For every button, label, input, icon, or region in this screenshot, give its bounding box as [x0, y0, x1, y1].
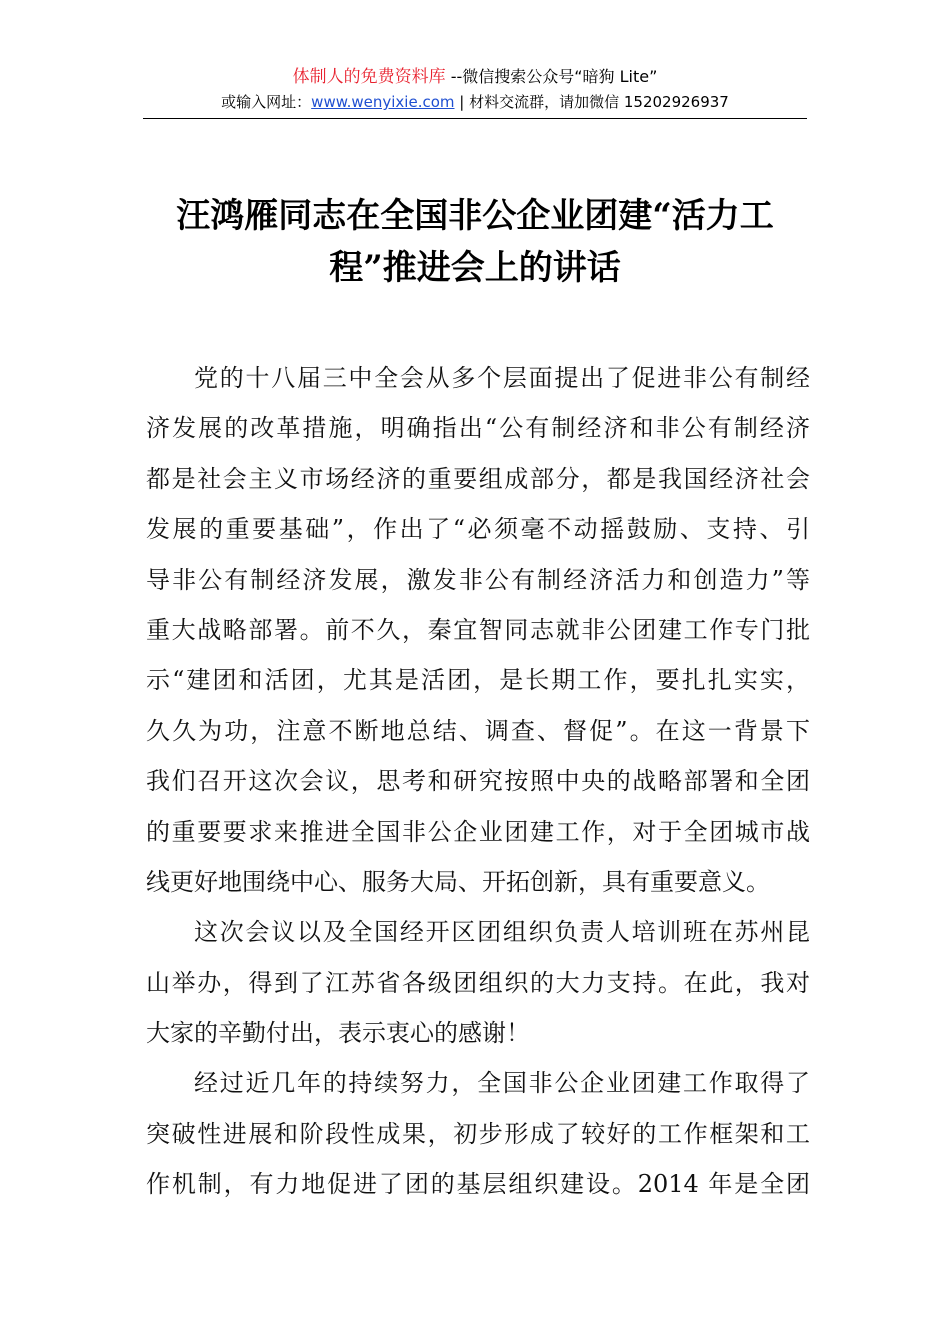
paragraph-line: 突破性进展和阶段性成果，初步形成了较好的工作框架和工 [146, 1119, 810, 1148]
header-url-link[interactable]: www.wenyixie.com [311, 93, 455, 111]
paragraph-line: 这次会议以及全国经开区团组织负责人培训班在苏州昆 [194, 918, 810, 947]
header-brand: 体制人的免费资料库 [292, 67, 446, 87]
paragraph-line: 大家的辛勤付出，表示衷心的感谢！ [146, 1019, 530, 1048]
header-url-suffix: | 材料交流群，请加微信 15202926937 [454, 93, 729, 111]
paragraph-line: 山举办，得到了江苏省各级团组织的大力支持。在此，我对 [146, 968, 810, 997]
paragraph-line: 久久为功，注意不断地总结、调查、督促”。在这一背景下 [146, 716, 810, 745]
page-header [143, 66, 807, 113]
header-divider [143, 118, 807, 119]
document-title [143, 190, 807, 294]
paragraph-line: 党的十八届三中全会从多个层面提出了促进非公有制经 [194, 364, 810, 392]
title-line-2: 程”推进会上的讲话 [329, 248, 621, 288]
paragraph-line: 济发展的改革措施，明确指出“公有制经济和非公有制经济 [146, 414, 810, 443]
header-line-2 [143, 91, 807, 113]
paragraph-line: 经过近几年的持续努力，全国非公企业团建工作取得了 [194, 1069, 810, 1098]
document-body [146, 355, 810, 1212]
title-line-1: 汪鸿雁同志在全国非公企业团建“活力工 [176, 196, 774, 236]
header-line-1 [143, 66, 807, 88]
paragraph-line: 都是社会主义市场经济的重要组成部分，都是我国经济社会 [146, 464, 810, 493]
paragraph [146, 909, 810, 1060]
paragraph-line: 线更好地围绕中心、服务大局、开拓创新，具有重要意义。 [146, 867, 770, 896]
paragraph-line: 导非公有制经济发展，激发非公有制经济活力和创造力”等 [146, 565, 810, 594]
header-url-prefix: 或输入网址： [221, 93, 312, 111]
paragraph-line: 重大战略部署。前不久，秦宜智同志就非公团建工作专门批 [146, 615, 810, 644]
paragraph [146, 1060, 810, 1211]
paragraph-line: 我们召开这次会议，思考和研究按照中央的战略部署和全团 [146, 767, 810, 796]
paragraph-line: 作机制，有力地促进了团的基层组织建设。2014 年是全团 [146, 1170, 810, 1199]
paragraph-line: 发展的重要基础”，作出了“必须毫不动摇鼓励、支持、引 [146, 515, 810, 544]
paragraph [146, 355, 810, 909]
paragraph-line: 示“建团和活团，尤其是活团，是长期工作，要扎扎实实， [146, 666, 810, 695]
header-subtitle: --微信搜索公众号“暗狗 Lite” [445, 67, 658, 86]
paragraph-line: 的重要要求来推进全国非公企业团建工作，对于全团城市战 [146, 817, 810, 846]
